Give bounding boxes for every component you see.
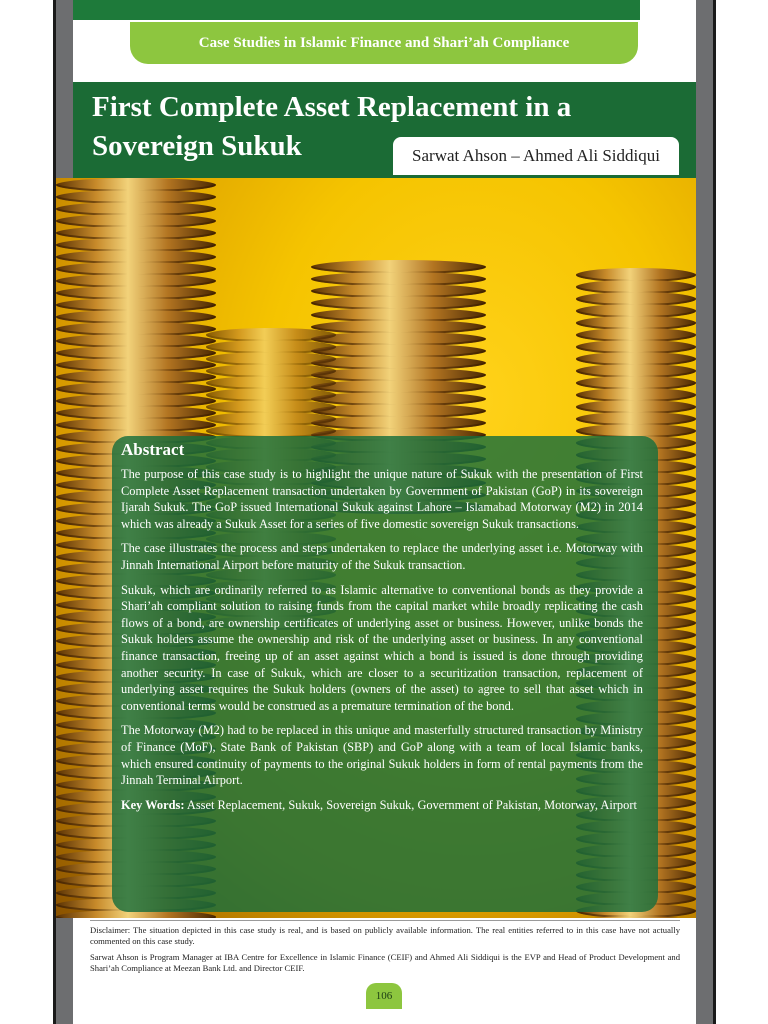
abstract-paragraph: Sukuk, which are ordinarily referred to as Islamic alternative to conventional bonds as they provide a Shari’ah compliant solution to raising funds from the capital market while broadly replicating the cash flows of a bond, are ownership certificates of underlying asset or business. However, unlike bonds the Sukuk holders assume the ownership and risk of the underlying asset or business. In any conventional finance transaction, freeing up of an asset against which a bond is issued is done through providing another security. In case of Sukuk, which are closer to a securitization transaction, replacement of underlying asset requires the Sukuk holders (owners of the asset) to agree to sell that asset which in conventional terms would be construed as a premature termination of the bond. [121,582,643,713]
keywords: Asset Replacement, Sukuk, Sovereign Sukuk, Government of Pakistan, Motorway, Airport [186,797,637,812]
series-title: Case Studies in Islamic Finance and Shari’ah Compliance [198,34,570,51]
authors: Sarwat Ahson – Ahmed Ali Siddiqui [412,146,660,165]
frame-corner-left [56,0,73,20]
frame-bar-right [696,20,713,1024]
frame-corner-right [696,0,713,20]
series-header [130,22,638,64]
footer-divider [90,920,680,921]
abstract-body [121,466,643,821]
abstract-paragraph: The purpose of this case study is to highlight the unique nature of Sukuk with the presentation of First Complete Asset Replacement transaction undertaken by Government of Pakistan (GoP) in its sovereign Ijarah Sukuk. The GoP issued International Sukuk against Lahore – Islamabad Motorway (M2) in 2014 which was already a Sukuk Asset for a series of five domestic sovereign Sukuk transactions. [121,467,643,531]
footer-notes [90,925,680,979]
top-band [73,0,640,20]
abstract-heading: Abstract [121,440,185,459]
keywords-label: Key Words: [121,797,185,812]
article-title: First Complete Asset Replacement in a Sovereign Sukuk [92,91,572,162]
page-number: 106 [366,983,402,1009]
abstract-paragraph: The Motorway (M2) had to be replaced in this unique and masterfully structured transaction by Ministry of Finance (MoF), State Bank of Pakistan (SBP) and GoP along with a team of local Islamic banks, which ensured continuity of payments to the original Sukuk holders in form of rental payments from the Jinnah Terminal Airport. [121,723,643,788]
abstract-paragraph: The case illustrates the process and steps undertaken to replace the underlying asset i.e. Motorway with Jinnah International Airport before maturity of the Sukuk transaction. [121,541,643,572]
disclaimer: Disclaimer: The situation depicted in this case study is real, and is based on publicly available information. The real entities referred to in this case have not actually commented on this case study. [90,925,680,946]
page-border-right [713,0,716,1024]
author-note: Sarwat Ahson is Program Manager at IBA Centre for Excellence in Islamic Finance (CEIF) and Ahmed Ali Siddiqui is the EVP and Head of Product Development and Shari’ah Compliance at Meezan Bank Ltd. and Director CEIF. [90,952,680,973]
authors-tab [393,137,679,175]
keywords-line [121,797,643,814]
